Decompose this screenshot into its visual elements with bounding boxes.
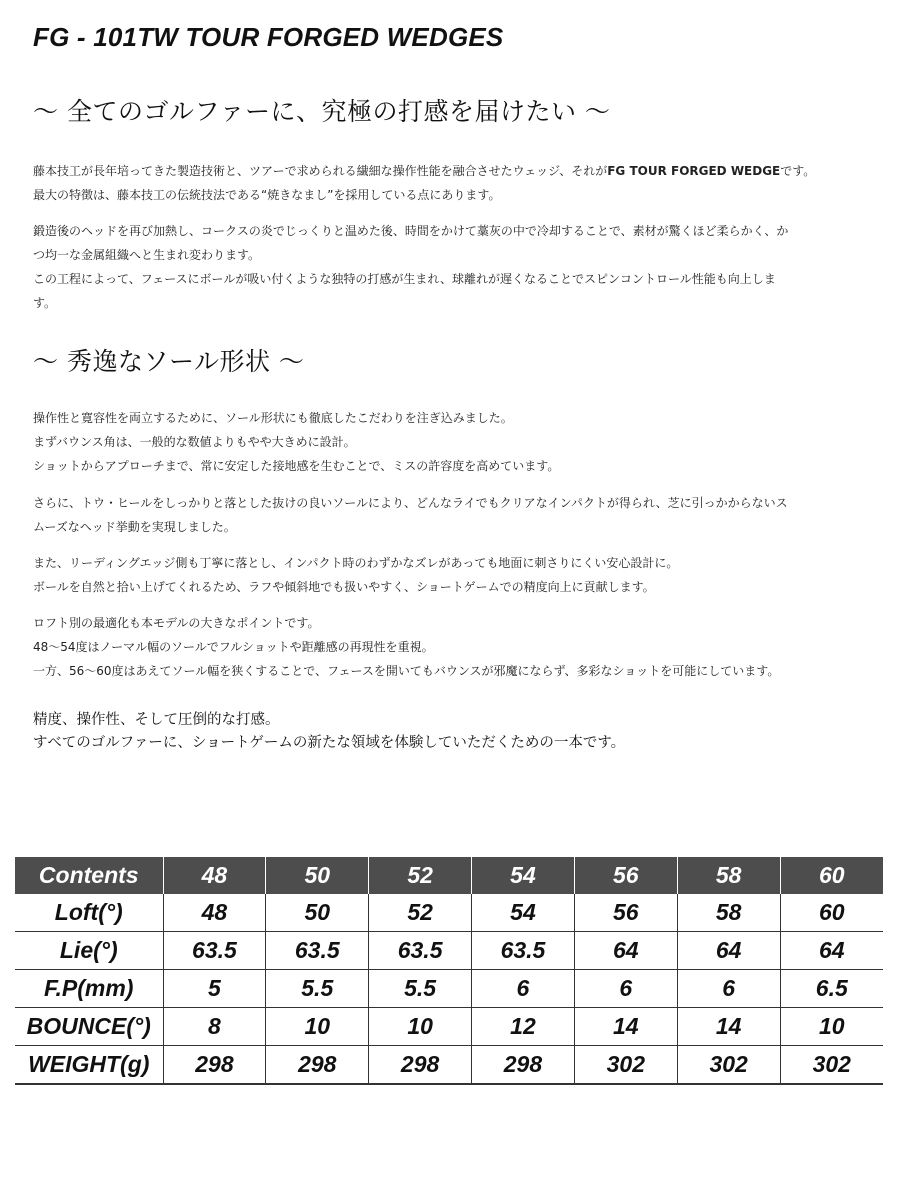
spec-table bbox=[15, 857, 883, 1085]
table-cell: 48 bbox=[163, 894, 266, 932]
text-line: また、リーディングエッジ側も丁寧に落とし、インパクト時のわずかなズレがあっても地面に刺さりにくい安心設計に。 bbox=[33, 556, 679, 570]
text-line: 最大の特徴は、藤本技工の伝統技法である“焼きなまし”を採用している点にあります。 bbox=[33, 188, 501, 202]
text-line: ショットからアプローチまで、常に安定した接地感を生むことで、ミスの許容度を高めています。 bbox=[33, 459, 560, 473]
header-cell: 50 bbox=[266, 857, 369, 894]
text-line: ロフト別の最適化も本モデルの大きなポイントです。 bbox=[33, 616, 320, 630]
table-cell: 63.5 bbox=[163, 932, 266, 970]
table-cell: 302 bbox=[574, 1046, 677, 1085]
text-line: 操作性と寛容性を両立するために、ソール形状にも徹底したこだわりを注ぎ込みました。 bbox=[33, 411, 513, 425]
row-label: F.P(mm) bbox=[15, 970, 163, 1008]
table-cell: 54 bbox=[472, 894, 575, 932]
table-cell: 10 bbox=[780, 1008, 883, 1046]
text-line: つ均一な金属組織へと生まれ変わります。 bbox=[33, 248, 261, 262]
table-cell: 298 bbox=[369, 1046, 472, 1085]
table-cell: 12 bbox=[472, 1008, 575, 1046]
brand-name: FG TOUR FORGED WEDGE bbox=[607, 164, 781, 178]
text-line bbox=[33, 159, 878, 183]
table-cell: 56 bbox=[574, 894, 677, 932]
table-row bbox=[15, 970, 883, 1008]
paragraph-sole-1 bbox=[33, 406, 878, 478]
text-line: すべてのゴルファーに、ショートゲームの新たな領域を体験していただくための一本です。 bbox=[33, 735, 626, 751]
table-row bbox=[15, 1046, 883, 1085]
table-cell: 302 bbox=[780, 1046, 883, 1085]
text-line: まずバウンス角は、一般的な数値よりもやや大きめに設計。 bbox=[33, 435, 356, 449]
table-cell: 58 bbox=[677, 894, 780, 932]
header-cell: 48 bbox=[163, 857, 266, 894]
text-line: 精度、操作性、そして圧倒的な打感。 bbox=[33, 712, 280, 728]
table-cell: 64 bbox=[780, 932, 883, 970]
table-cell: 6 bbox=[472, 970, 575, 1008]
table-cell: 14 bbox=[574, 1008, 677, 1046]
section-heading-feel: ～ 全てのゴルファーに、究極の打感を届けたい ～ bbox=[33, 97, 611, 126]
header-cell: Contents bbox=[15, 857, 163, 894]
table-cell: 10 bbox=[369, 1008, 472, 1046]
spec-header-row bbox=[15, 857, 883, 894]
table-cell: 298 bbox=[163, 1046, 266, 1085]
text-line: 鍛造後のヘッドを再び加熱し、コークスの炎でじっくりと温めた後、時間をかけて藁灰の中で冷却することで、素材が驚くほど柔らかく、か bbox=[33, 224, 789, 238]
section-heading-sole: ～ 秀逸なソール形状 ～ bbox=[33, 347, 305, 376]
text-line: す。 bbox=[33, 296, 57, 310]
table-cell: 5 bbox=[163, 970, 266, 1008]
paragraph-sole-3 bbox=[33, 551, 878, 599]
table-row bbox=[15, 894, 883, 932]
table-row bbox=[15, 1008, 883, 1046]
page-title: FG - 101TW TOUR FORGED WEDGES bbox=[33, 22, 504, 52]
table-cell: 52 bbox=[369, 894, 472, 932]
row-label: WEIGHT(g) bbox=[15, 1046, 163, 1085]
table-cell: 5.5 bbox=[266, 970, 369, 1008]
closing-statement bbox=[33, 709, 878, 755]
text-segment: です。 bbox=[780, 164, 816, 178]
table-cell: 298 bbox=[472, 1046, 575, 1085]
text-line: この工程によって、フェースにボールが吸い付くような独特の打感が生まれ、球離れが遅くなることでスピンコントロール性能も向上しま bbox=[33, 272, 776, 286]
paragraph-sole-2 bbox=[33, 491, 878, 539]
table-cell: 63.5 bbox=[472, 932, 575, 970]
table-cell: 60 bbox=[780, 894, 883, 932]
table-cell: 302 bbox=[677, 1046, 780, 1085]
header-cell: 60 bbox=[780, 857, 883, 894]
table-cell: 8 bbox=[163, 1008, 266, 1046]
table-cell: 63.5 bbox=[369, 932, 472, 970]
table-cell: 6 bbox=[677, 970, 780, 1008]
paragraph-sole-4 bbox=[33, 611, 878, 683]
table-cell: 64 bbox=[574, 932, 677, 970]
paragraph-forging bbox=[33, 159, 878, 207]
table-cell: 10 bbox=[266, 1008, 369, 1046]
row-label: Loft(°) bbox=[15, 894, 163, 932]
text-line: さらに、トウ・ヒールをしっかりと落とした抜けの良いソールにより、どんなライでもクリアなインパクトが得られ、芝に引っかからないス bbox=[33, 496, 788, 510]
header-cell: 54 bbox=[472, 857, 575, 894]
table-cell: 6.5 bbox=[780, 970, 883, 1008]
table-cell: 5.5 bbox=[369, 970, 472, 1008]
header-cell: 52 bbox=[369, 857, 472, 894]
text-segment: 藤本技工が長年培ってきた製造技術と、ツアーで求められる繊細な操作性能を融合させたウェッジ、それが bbox=[33, 164, 608, 178]
text-line: 一方、56～60度はあえてソール幅を狭くすることで、フェースを開いてもバウンスが邪魔にならず、多彩なショットを可能にしています。 bbox=[33, 664, 780, 678]
table-cell: 63.5 bbox=[266, 932, 369, 970]
table-cell: 50 bbox=[266, 894, 369, 932]
table-cell: 6 bbox=[574, 970, 677, 1008]
row-label: Lie(°) bbox=[15, 932, 163, 970]
text-line: ムーズなヘッド挙動を実現しました。 bbox=[33, 520, 236, 534]
table-cell: 64 bbox=[677, 932, 780, 970]
text-line: 48～54度はノーマル幅のソールでフルショットや距離感の再現性を重視。 bbox=[33, 640, 434, 654]
paragraph-annealing bbox=[33, 219, 878, 315]
row-label: BOUNCE(°) bbox=[15, 1008, 163, 1046]
text-line: ボールを自然と拾い上げてくれるため、ラフや傾斜地でも扱いやすく、ショートゲームでの精度向上に貢献します。 bbox=[33, 580, 655, 594]
table-cell: 298 bbox=[266, 1046, 369, 1085]
header-cell: 58 bbox=[677, 857, 780, 894]
table-row bbox=[15, 932, 883, 970]
table-cell: 14 bbox=[677, 1008, 780, 1046]
header-cell: 56 bbox=[574, 857, 677, 894]
